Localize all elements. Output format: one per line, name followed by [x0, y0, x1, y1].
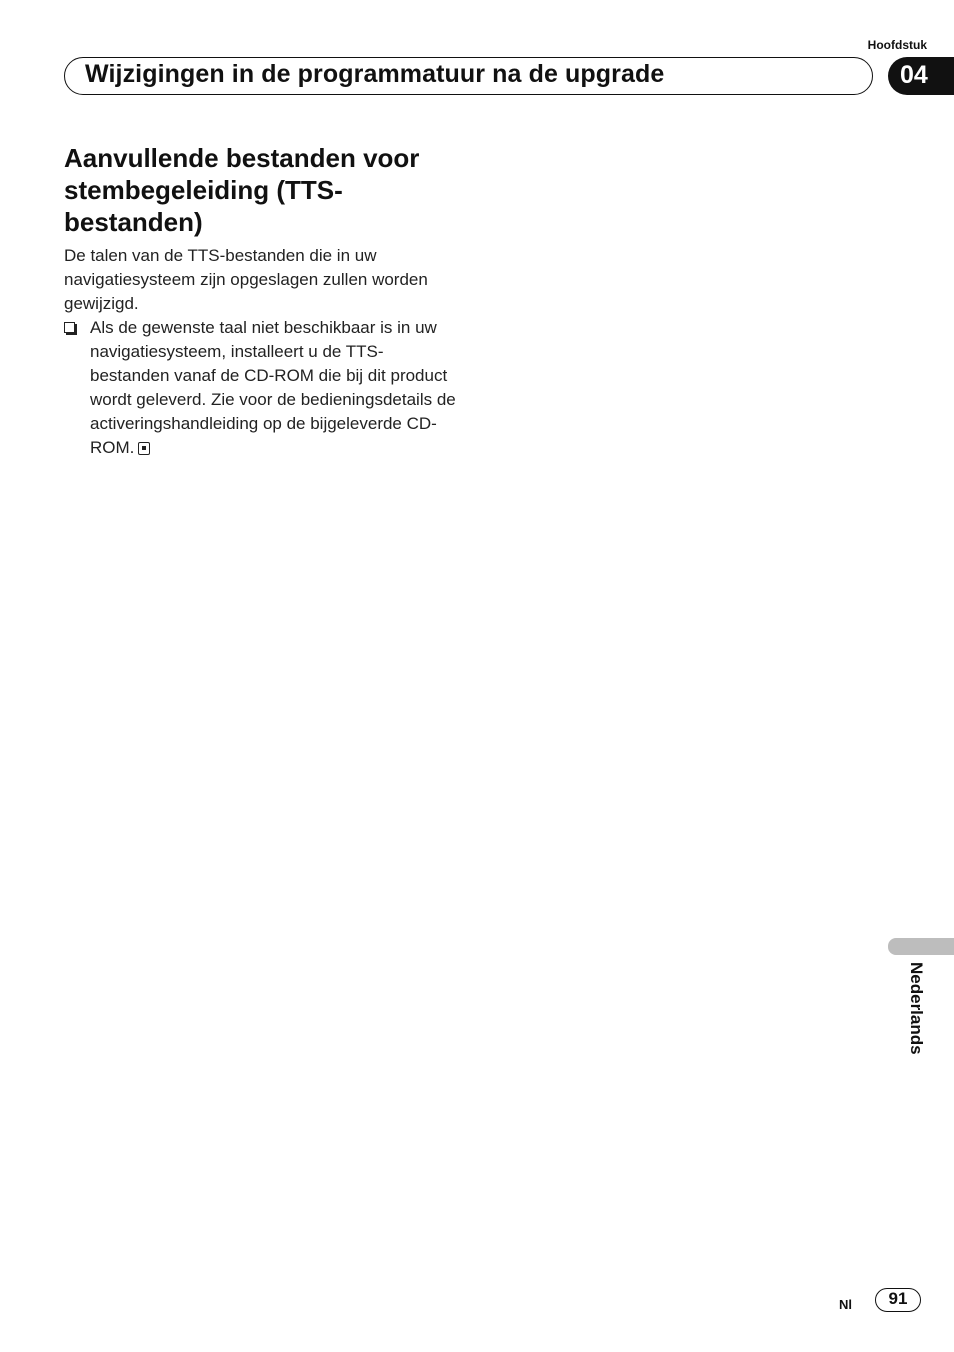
language-label: Nederlands	[907, 962, 926, 1055]
chapter-title: Wijzigingen in de programmatuur na de upgrade	[85, 60, 665, 88]
note-text: Als de gewenste taal niet beschikbaar is in uw navigatiesysteem, installeert u de TTS-bestanden vanaf de CD-ROM die bij dit product wordt geleverd. Zie voor de bedieningsdetails de activeringshandleiding op de bijgeleverde CD-ROM.	[90, 318, 456, 457]
end-of-section-icon	[138, 442, 150, 455]
chapter-number: 04	[900, 61, 928, 89]
note	[64, 316, 456, 460]
page-number: 91	[875, 1288, 921, 1312]
chapter-label: Hoofdstuk	[867, 38, 927, 52]
section-title: Aanvullende bestanden voor stembegeleiding (TTS-bestanden)	[64, 143, 420, 237]
footer-language-code: Nl	[839, 1297, 852, 1312]
section-body: De talen van de TTS-bestanden die in uw navigatiesysteem zijn opgeslagen zullen worden gewijzigd.	[64, 246, 428, 313]
chapter-number-badge	[888, 57, 954, 95]
note-text-block	[90, 316, 456, 460]
language-tab	[888, 938, 954, 955]
note-checkbox-icon	[64, 322, 75, 333]
chapter-header	[64, 57, 873, 95]
